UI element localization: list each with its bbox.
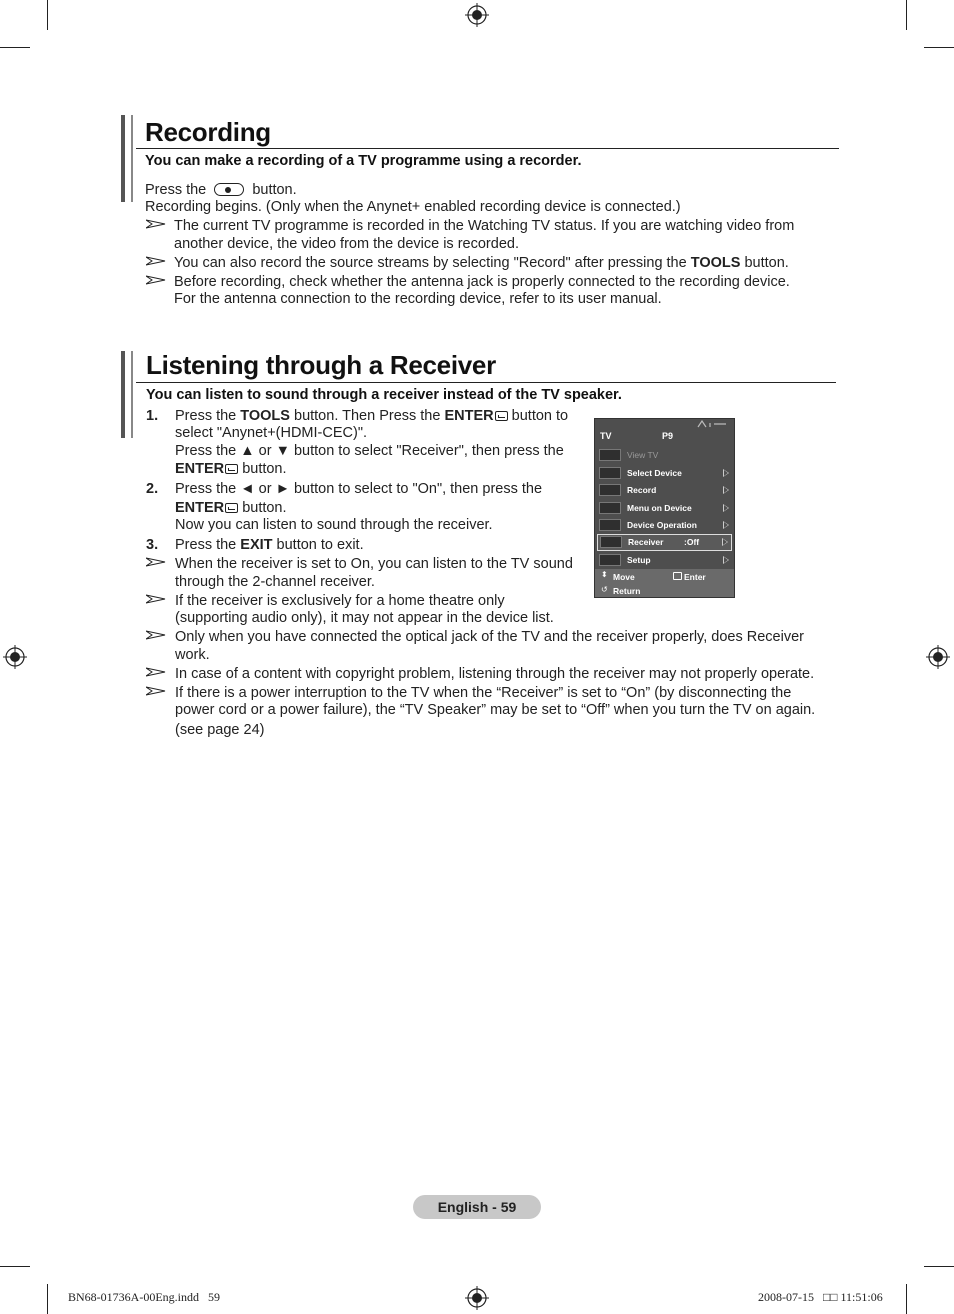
enter-small-icon [673, 572, 682, 580]
tv-menu-item-select-device[interactable] [597, 465, 732, 481]
step-1-line-1 [175, 407, 568, 425]
button-text: button. [252, 182, 297, 198]
section-bar [131, 351, 133, 438]
step-text: button. Then Press the [294, 408, 441, 424]
receiver-value: :Off [684, 537, 700, 547]
tools-label: TOOLS [240, 408, 290, 424]
enter-label: ENTER [444, 408, 494, 424]
receiver-note-3: Only when you have connected the optical jack of the TV and the receiver properly, does Receiver [175, 629, 804, 645]
menu-item-label: Receiver [628, 537, 664, 547]
enter-label: ENTER [175, 500, 225, 516]
note-arrow-icon [146, 667, 166, 677]
section-title-recording: Recording [145, 117, 271, 147]
step-1-line-4 [175, 460, 287, 478]
note-text: button. [744, 255, 789, 271]
recording-begins: Recording begins. (Only when the Anynet+ enabled recording device is connected.) [145, 199, 681, 215]
step-2-line-3: Now you can listen to sound through the receiver. [175, 517, 493, 533]
registration-mark-icon [465, 1286, 489, 1310]
crop-mark [906, 1284, 907, 1314]
note-arrow-icon [146, 256, 166, 266]
menu-item-label: Select Device [627, 468, 682, 478]
return-label: Return [613, 586, 641, 596]
crop-mark [47, 1284, 48, 1314]
press-record-line [145, 181, 297, 199]
recording-note-1-cont: another device, the video from the device is recorded. [174, 236, 519, 252]
tv-menu-item-menu-on-device[interactable] [597, 500, 732, 516]
crop-mark [924, 1266, 954, 1267]
section-rule [136, 148, 839, 149]
receiver-note-1: When the receiver is set to On, you can listen to the TV sound [175, 556, 573, 572]
step-text: button to [511, 408, 569, 424]
note-arrow-icon [146, 275, 166, 285]
receiver-note-2-cont: (supporting audio only), it may not appear in the device list. [175, 610, 554, 626]
move-label: Move [613, 572, 635, 582]
crop-mark [924, 47, 954, 48]
enter-icon [495, 411, 508, 421]
tv-menu-screenshot [594, 418, 735, 598]
crop-mark [906, 0, 907, 30]
menu-item-label: Record [627, 485, 657, 495]
step-1-line-3: Press the ▲ or ▼ button to select "Receiver", then press the [175, 443, 564, 459]
menu-item-label: View TV [627, 450, 659, 460]
registration-mark-icon [926, 645, 950, 669]
enter-icon [225, 503, 238, 513]
receiver-note-5: If there is a power interruption to the TV when the “Receiver” is set to “On” (by disconnecting the [175, 685, 792, 701]
step-text: button. [242, 461, 287, 477]
arrow-right-icon [723, 521, 729, 529]
step-text: button to exit. [276, 537, 364, 553]
operation-icon [599, 519, 621, 531]
setup-icon [599, 554, 621, 566]
record-button-icon [214, 183, 244, 196]
tools-label: TOOLS [690, 255, 741, 271]
note-arrow-icon [146, 557, 166, 567]
enter-help-label: Enter [684, 572, 706, 582]
menu-icon [599, 502, 621, 514]
registration-mark-icon [465, 3, 489, 27]
crop-mark [0, 47, 30, 48]
menu-item-label: Setup [627, 555, 651, 565]
note-arrow-icon [146, 219, 166, 229]
arrow-right-icon [723, 469, 729, 477]
registration-mark-icon [3, 645, 27, 669]
step-text: Press the [175, 537, 237, 553]
recording-note-3: Before recording, check whether the antenna jack is properly connected to the recording device. [174, 274, 790, 290]
tv-source-label: TV [600, 431, 612, 441]
anynet-logo-icon [696, 420, 730, 428]
crop-mark [47, 0, 48, 30]
tv-menu-help-bar [595, 569, 734, 597]
receiver-note-1-cont: through the 2-channel receiver. [175, 574, 375, 590]
tv-menu-item-device-operation[interactable] [597, 517, 732, 533]
step-number: 1. [146, 408, 159, 424]
section-bar [121, 115, 125, 202]
receiver-note-5-cont: (see page 24) [175, 722, 265, 738]
section-intro: You can make a recording of a TV programme using a recorder. [145, 153, 582, 169]
arrow-right-icon [723, 486, 729, 494]
menu-item-label: Menu on Device [627, 503, 692, 513]
device-icon [599, 467, 621, 479]
step-number: 3. [146, 537, 159, 553]
recording-note-1: The current TV programme is recorded in the Watching TV status. If you are watching video from [174, 218, 795, 234]
page-number: English - 59 [413, 1195, 541, 1219]
step-number: 2. [146, 481, 159, 497]
tv-menu-item-record[interactable] [597, 482, 732, 498]
tv-menu-item-view-tv[interactable] [597, 447, 732, 463]
section-bar [131, 115, 133, 202]
receiver-icon [600, 536, 622, 548]
arrow-right-icon [723, 504, 729, 512]
updown-icon: ⬍ [601, 570, 608, 579]
receiver-note-5-cont: power cord or a power failure), the “TV Speaker” may be set to “Off” when you turn the TV on again. [175, 702, 816, 718]
footer-timestamp: 2008-07-15 □□ 11:51:06 [758, 1290, 883, 1304]
section-rule [136, 382, 836, 383]
tv-icon [599, 449, 621, 461]
menu-item-label: Device Operation [627, 520, 697, 530]
receiver-note-2: If the receiver is exclusively for a home theatre only [175, 593, 505, 609]
section-bar [121, 351, 125, 438]
step-2-line-2 [175, 499, 287, 517]
record-icon [599, 484, 621, 496]
footer-file-info: BN68-01736A-00Eng.indd 59 [68, 1290, 220, 1304]
tv-channel-label: P9 [662, 431, 674, 441]
receiver-note-3-cont: work. [175, 647, 210, 663]
note-arrow-icon [146, 594, 166, 604]
section-intro: You can listen to sound through a receiver instead of the TV speaker. [146, 387, 622, 403]
step-3-line-1 [175, 536, 364, 554]
step-text: Press the [175, 408, 237, 424]
step-1-line-2: select "Anynet+(HDMI-CEC)". [175, 425, 367, 441]
enter-label: ENTER [175, 461, 225, 477]
step-text: button. [242, 500, 287, 516]
exit-label: EXIT [240, 537, 273, 553]
arrow-right-icon [722, 538, 728, 546]
press-text: Press the [145, 182, 207, 198]
note-arrow-icon [146, 630, 166, 640]
recording-note-2 [174, 254, 789, 272]
arrow-right-icon [723, 556, 729, 564]
note-arrow-icon [146, 686, 166, 696]
step-2-line-1: Press the ◄ or ► button to select to "On", then press the [175, 481, 543, 497]
return-icon: ↺ [601, 585, 608, 594]
note-text: You can also record the source streams by selecting "Record" after pressing the [174, 255, 687, 271]
section-title-receiver: Listening through a Receiver [146, 350, 496, 380]
tv-menu-item-receiver[interactable] [597, 534, 732, 551]
tv-menu-item-setup[interactable] [597, 552, 732, 568]
enter-icon [225, 464, 238, 474]
crop-mark [0, 1266, 30, 1267]
receiver-note-4: In case of a content with copyright problem, listening through the receiver may not properly operate. [175, 666, 815, 682]
recording-note-3-cont: For the antenna connection to the recording device, refer to its user manual. [174, 291, 662, 307]
